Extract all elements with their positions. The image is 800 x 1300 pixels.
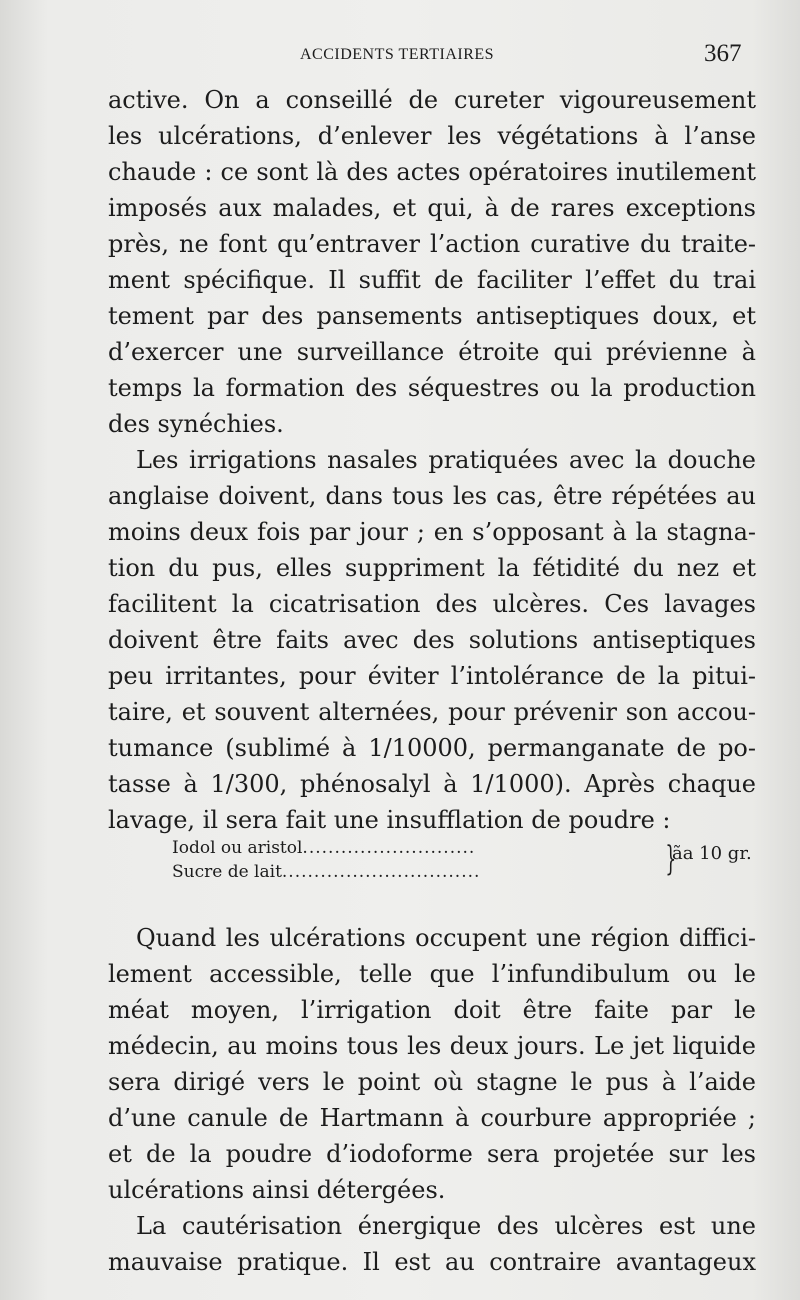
text-line: lement accessible, telle que l’infundibulum ou le: [108, 960, 756, 988]
formula-row-sucre: [172, 862, 480, 882]
right-brace: }: [665, 839, 677, 879]
text-line: et de la poudre d’iodoforme sera projetée sur les: [108, 1140, 756, 1168]
text-line: tumance (sublimé à 1/10000, permanganate de po-: [108, 734, 756, 762]
text-line: tion du pus, elles suppriment la fétidité du nez et: [108, 554, 756, 582]
text-line: ment spécifique. Il suffit de faciliter l’effet du trai: [108, 266, 756, 294]
text-line: imposés aux malades, et qui, à de rares exceptions: [108, 194, 756, 222]
text-line: méat moyen, l’irrigation doit être faite par le: [108, 996, 756, 1024]
page-header: [0, 40, 800, 76]
text-line: des synéchies.: [108, 410, 284, 438]
text-line: tement par des pansements antiseptiques doux, et: [108, 302, 756, 330]
text-line: anglaise doivent, dans tous les cas, être répétées au: [108, 482, 756, 510]
text-line: Les irrigations nasales pratiquées avec la douche: [136, 446, 756, 474]
text-line: mauvaise pratique. Il est au contraire avantageux: [108, 1248, 756, 1276]
text-line: taire, et souvent alternées, pour prévenir son accou-: [108, 698, 756, 726]
text-line: chaude : ce sont là des actes opératoires inutilement: [108, 158, 756, 186]
text-line: d’exercer une surveillance étroite qui prévienne à: [108, 338, 756, 366]
text-line: d’une canule de Hartmann à courbure appropriée ;: [108, 1104, 756, 1132]
dot-leader: ...............................: [281, 862, 481, 882]
text-line: tasse à 1/300, phénosalyl à 1/1000). Après chaque: [108, 770, 756, 798]
text-line: La cautérisation énergique des ulcères est une: [136, 1212, 756, 1240]
text-line: médecin, au moins tous les deux jours. Le jet liquide: [108, 1032, 756, 1060]
text-line: temps la formation des séquestres ou la production: [108, 374, 756, 402]
text-line: doivent être faits avec des solutions antiseptiques: [108, 626, 756, 654]
text-line: Quand les ulcérations occupent une région diffici-: [136, 924, 756, 952]
formula-ingredient: Sucre de lait: [172, 862, 282, 882]
text-line: lavage, il sera fait une insufflation de poudre :: [108, 806, 671, 834]
formula-ingredient: Iodol ou aristol: [172, 838, 303, 858]
formula-row-iodol: [172, 838, 475, 858]
running-title: ACCIDENTS TERTIAIRES: [300, 46, 495, 63]
text-line: facilitent la cicatrisation des ulcères. Ces lavages: [108, 590, 756, 618]
formula-dose: ãa 10 gr.: [672, 843, 752, 864]
text-line: active. On a conseillé de cureter vigoureusement: [108, 86, 756, 114]
page-number: 367: [704, 40, 742, 67]
text-line: ulcérations ainsi détergées.: [108, 1176, 446, 1204]
dot-leader: ...........................: [302, 838, 476, 858]
text-line: sera dirigé vers le point où stagne le pus à l’aide: [108, 1068, 756, 1096]
text-line: peu irritantes, pour éviter l’intolérance de la pitui-: [108, 662, 756, 690]
text-line: près, ne font qu’entraver l’action curative du traite-: [108, 230, 756, 258]
text-line: moins deux fois par jour ; en s’opposant à la stagna-: [108, 518, 756, 546]
text-line: les ulcérations, d’enlever les végétations à l’anse: [108, 122, 756, 150]
